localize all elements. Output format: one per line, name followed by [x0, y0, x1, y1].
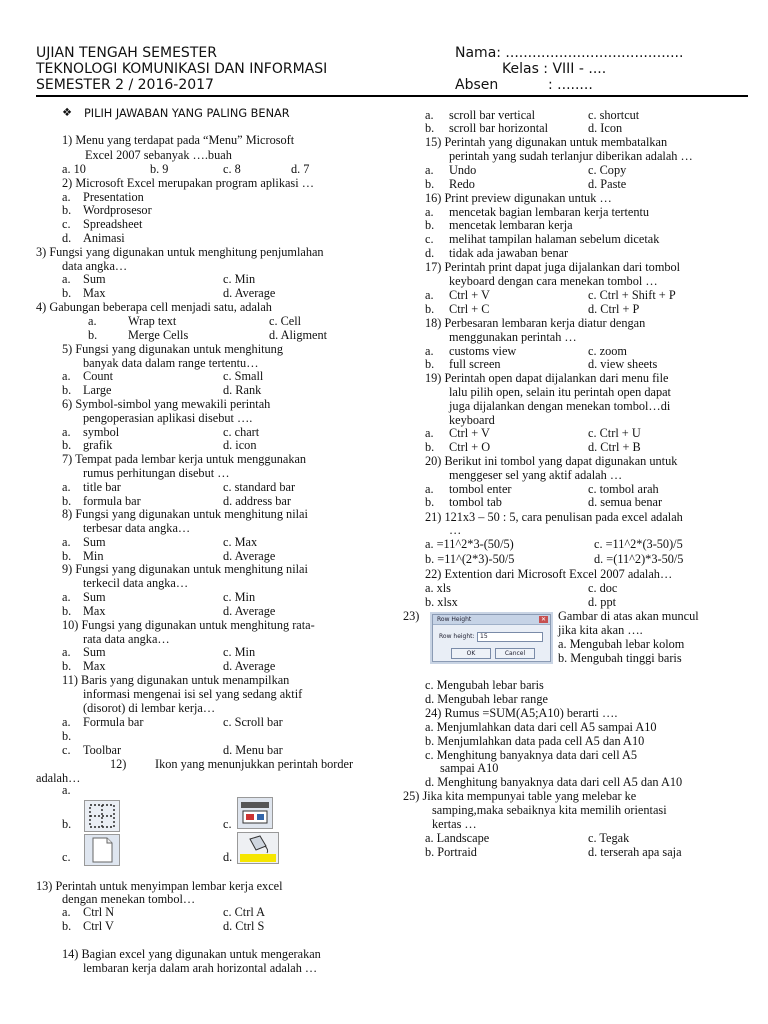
diamond-icon: ❖ — [62, 106, 73, 119]
option: Ctrl N — [83, 905, 115, 919]
option-letter: a. — [62, 783, 71, 797]
option: d. Icon — [588, 121, 623, 135]
option: Toolbar — [83, 743, 122, 757]
option-letter: b. — [62, 729, 72, 743]
option: c. Ctrl + U — [588, 426, 641, 440]
option: a. xls — [425, 581, 451, 595]
option: b. xlsx — [425, 595, 458, 609]
class-field: Kelas : VIII - .... — [502, 61, 607, 77]
option: c. Min — [223, 645, 256, 659]
option: a. =11^2*3-(50/5) — [425, 537, 514, 551]
option: Max — [83, 286, 106, 300]
option-letter: a. — [62, 590, 71, 604]
option: d. 7 — [291, 162, 310, 176]
option: c. Max — [223, 535, 258, 549]
question-14: 14) Bagian excel yang digunakan untuk mengerakan — [62, 947, 321, 961]
option: d. Average — [223, 549, 276, 563]
blank-page-icon — [84, 834, 120, 866]
toolbar-icon — [237, 797, 273, 829]
option: c. =11^2*(3-50)/5 — [594, 537, 683, 551]
question-23-number: 23) — [403, 609, 420, 623]
option: Ctrl + O — [449, 440, 491, 454]
question-18-cont: menggunakan perintah … — [449, 330, 577, 344]
question-12: Ikon yang menunjukkan perintah border — [155, 757, 354, 771]
option-letter: a. — [62, 715, 71, 729]
border-dotted-icon — [84, 800, 120, 832]
option-letter: b. — [62, 549, 72, 563]
option: full screen — [449, 357, 501, 371]
fill-color-icon — [237, 832, 279, 864]
question-13-cont: dengan menekan tombol… — [62, 892, 196, 906]
cancel-button: Cancel — [495, 648, 535, 659]
option: Max — [83, 659, 106, 673]
option: title bar — [83, 480, 121, 494]
option: c. standard bar — [223, 480, 296, 494]
option: tombol enter — [449, 482, 512, 496]
question-19-cont2: juga dijalankan dengan menekan tombol…di — [449, 399, 671, 413]
row-height-dialog — [432, 614, 551, 662]
option: Min — [83, 549, 104, 563]
option: c. Min — [223, 272, 256, 286]
question-11: 11) Baris yang digunakan untuk menampilkan — [62, 673, 290, 687]
option: c. Menghitung banyaknya data dari cell A5 — [425, 748, 638, 762]
absen-value: : ........ — [548, 77, 593, 93]
row-height-input: 15 — [477, 632, 543, 642]
option-letter: d. — [223, 850, 233, 864]
option-letter: b. — [62, 817, 72, 831]
option-letter: a. — [62, 190, 71, 204]
option: Sum — [83, 645, 106, 659]
question-2: 2) Microsoft Excel merupakan program aplikasi … — [62, 176, 315, 190]
option-letter: b. — [425, 357, 435, 371]
question-3: 3) Fungsi yang digunakan untuk menghitung penjumlahan — [36, 245, 324, 259]
ok-button: OK — [451, 648, 491, 659]
option: d. semua benar — [588, 495, 663, 509]
option-letter: a. — [62, 272, 71, 286]
option: d. Menghitung banyaknya data dari cell A5 dan A10 — [425, 775, 683, 789]
option: c. Small — [223, 369, 264, 383]
option-letter: a. — [62, 480, 71, 494]
option-letter: b. — [62, 203, 72, 217]
option: d. Paste — [588, 177, 627, 191]
option: scroll bar horizontal — [449, 121, 549, 135]
option: Ctrl + V — [449, 288, 490, 302]
option: c. chart — [223, 425, 260, 439]
option-letter: b. — [62, 383, 72, 397]
question-6: 6) Symbol-simbol yang mewakili perintah — [62, 397, 271, 411]
option: Spreadsheet — [83, 217, 143, 231]
option: c. Tegak — [588, 831, 630, 845]
option: d. terserah apa saja — [588, 845, 682, 859]
option-letter: a. — [62, 535, 71, 549]
option-letter: a. — [425, 344, 434, 358]
question-16: 16) Print preview digunakan untuk … — [425, 191, 612, 205]
option: d. Mengubah lebar range — [425, 692, 548, 706]
option: b. Menjumlahkan data pada cell A5 dan A10 — [425, 734, 645, 748]
close-icon: ✕ — [540, 616, 547, 623]
option: Redo — [449, 177, 475, 191]
option: Ctrl + C — [449, 302, 490, 316]
question-25: 25) Jika kita mempunyai table yang melebar ke — [403, 789, 637, 803]
dialog-title-bar — [433, 615, 550, 625]
option: Merge Cells — [128, 328, 189, 342]
question-1-cont: Excel 2007 sebanyak ….buah — [85, 148, 232, 162]
question-19-cont: lalu pilih open, selain itu perintah open dapat — [449, 385, 671, 399]
option: Max — [83, 604, 106, 618]
option: symbol — [83, 425, 120, 439]
question-20: 20) Berikut ini tombol yang dapat digunakan untuk — [425, 454, 678, 468]
question-18: 18) Perbesaran lembaran kerja diatur dengan — [425, 316, 646, 330]
option-letter: a. — [425, 288, 434, 302]
option: a. Menjumlahkan data dari cell A5 sampai A10 — [425, 720, 657, 734]
question-13: 13) Perintah untuk menyimpan lembar kerja excel — [36, 879, 283, 893]
option: d. ppt — [588, 595, 617, 609]
question-22: 22) Extention dari Microsoft Excel 2007 adalah… — [425, 567, 673, 581]
question-23: Gambar di atas akan muncul — [558, 609, 699, 623]
question-20-cont: menggeser sel yang aktif adalah … — [449, 468, 623, 482]
question-6-cont: pengoperasian aplikasi disebut …. — [83, 411, 253, 425]
option-letter: d. — [425, 246, 435, 260]
option: tombol tab — [449, 495, 502, 509]
option: c. Ctrl + Shift + P — [588, 288, 676, 302]
option-letter: b. — [425, 495, 435, 509]
option: c. Copy — [588, 163, 627, 177]
question-14-cont: lembaran kerja dalam arah horizontal adalah … — [83, 961, 318, 975]
option: a. Mengubah lebar kolom — [558, 637, 685, 651]
question-9-cont: terkecil data angka… — [83, 576, 189, 590]
semester-title: SEMESTER 2 / 2016-2017 — [36, 77, 214, 93]
option: b. Mengubah tinggi baris — [558, 651, 682, 665]
question-8-cont: terbesar data angka… — [83, 521, 191, 535]
option-letter: c. — [62, 743, 71, 757]
option: Large — [83, 383, 112, 397]
option: c. zoom — [588, 344, 627, 358]
question-19-cont3: keyboard — [449, 413, 495, 427]
option: mencetak lembaran kerja — [449, 218, 573, 232]
option-letter: b. — [425, 218, 435, 232]
option: d. Rank — [223, 383, 262, 397]
question-7: 7) Tempat pada lembar kerja untuk menggunakan — [62, 452, 307, 466]
option: scroll bar vertical — [449, 108, 536, 122]
option-letter: a. — [62, 645, 71, 659]
option-letter: b. — [62, 919, 72, 933]
option-cont: sampai A10 — [440, 761, 499, 775]
option: d. address bar — [223, 494, 291, 508]
question-12-cont: adalah… — [36, 771, 81, 785]
option: d. Ctrl S — [223, 919, 265, 933]
option-letter: c. — [62, 850, 71, 864]
question-21-cont: … — [449, 523, 462, 537]
option-letter: b. — [62, 438, 72, 452]
option: Ctrl + V — [449, 426, 490, 440]
option: a. 10 — [62, 162, 86, 176]
option-letter: b. — [62, 286, 72, 300]
option: c. doc — [588, 581, 618, 595]
option: customs view — [449, 344, 517, 358]
option-letter: a. — [62, 905, 71, 919]
option-letter: d. — [62, 231, 72, 245]
option-letter: a. — [425, 482, 434, 496]
question-21: 21) 121x3 – 50 : 5, cara penulisan pada excel adalah — [425, 510, 683, 524]
option-letter: a. — [425, 108, 434, 122]
question-25-cont: samping,maka sebaiknya kita memilih orientasi — [432, 803, 667, 817]
option-letter: a. — [425, 205, 434, 219]
option: Formula bar — [83, 715, 144, 729]
option-letter: b. — [425, 302, 435, 316]
option: a. Landscape — [425, 831, 490, 845]
option: melihat tampilan halaman sebelum dicetak — [449, 232, 660, 246]
exam-title: UJIAN TENGAH SEMESTER — [36, 45, 217, 61]
option: d. Aligment — [269, 328, 328, 342]
dialog-label: Row height: — [439, 633, 475, 640]
question-11-cont: informasi mengenai isi sel yang sedang aktif — [83, 687, 303, 701]
option: c. tombol arah — [588, 482, 659, 496]
option: d. view sheets — [588, 357, 658, 371]
option-letter: a. — [62, 369, 71, 383]
option: formula bar — [83, 494, 141, 508]
option: Undo — [449, 163, 477, 177]
option: Sum — [83, 590, 106, 604]
option: tidak ada jawaban benar — [449, 246, 569, 260]
option: c. Scroll bar — [223, 715, 283, 729]
option-letter: a. — [425, 163, 434, 177]
option-letter: b. — [425, 121, 435, 135]
option: c. Mengubah lebar baris — [425, 678, 544, 692]
option-letter: b. — [62, 494, 72, 508]
option: Animasi — [83, 231, 125, 245]
option: c. Min — [223, 590, 256, 604]
option: c. 8 — [223, 162, 241, 176]
question-15: 15) Perintah yang digunakan untuk membatalkan — [425, 135, 668, 149]
question-12-number: 12) — [110, 757, 127, 771]
option: Sum — [83, 272, 106, 286]
option-letter: a. — [425, 426, 434, 440]
option-letter: b. — [62, 604, 72, 618]
question-17: 17) Perintah print dapat juga dijalankan dari tombol — [425, 260, 681, 274]
option: c. Ctrl A — [223, 905, 266, 919]
option: Wordprosesor — [83, 203, 152, 217]
question-10-cont: rata data angka… — [83, 632, 170, 646]
option: d. Average — [223, 659, 276, 673]
question-10: 10) Fungsi yang digunakan untuk menghitung rata- — [62, 618, 315, 632]
question-15-cont: perintah yang sudah terlanjur diberikan adalah … — [449, 149, 693, 163]
option: d. Ctrl + P — [588, 302, 640, 316]
option: d. Menu bar — [223, 743, 283, 757]
question-23-cont: jika kita akan …. — [558, 623, 643, 637]
option-letter: c. — [62, 217, 71, 231]
option: d. =(11^2)*3-50/5 — [594, 552, 684, 566]
option: b. =11^(2*3)-50/5 — [425, 552, 515, 566]
question-24: 24) Rumus =SUM(A5;A10) berarti …. — [425, 706, 618, 720]
instruction: PILIH JAWABAN YANG PALING BENAR — [84, 107, 290, 120]
option: c. shortcut — [588, 108, 640, 122]
question-5-cont: banyak data dalam range tertentu… — [83, 356, 259, 370]
option: d. icon — [223, 438, 257, 452]
question-5: 5) Fungsi yang digunakan untuk menghitung — [62, 342, 283, 356]
question-3-cont: data angka… — [62, 259, 128, 273]
option: grafik — [83, 438, 113, 452]
name-field: Nama: ........................................ — [455, 45, 684, 61]
option: Wrap text — [128, 314, 177, 328]
subject-title: TEKNOLOGI KOMUNIKASI DAN INFORMASI — [36, 61, 328, 77]
question-4: 4) Gabungan beberapa cell menjadi satu, adalah — [36, 300, 272, 314]
option-letter: c. — [223, 817, 232, 831]
question-11-cont2: (disorot) di lembar kerja… — [83, 701, 216, 715]
option: Count — [83, 369, 114, 383]
option: Ctrl V — [83, 919, 114, 933]
question-7-cont: rumus perhitungan disebut … — [83, 466, 230, 480]
option-letter: c. — [425, 232, 434, 246]
absen-label: Absen — [455, 77, 499, 93]
option: d. Average — [223, 604, 276, 618]
header-divider — [36, 95, 748, 97]
option-letter: a. — [88, 314, 97, 328]
question-8: 8) Fungsi yang digunakan untuk menghitung nilai — [62, 507, 308, 521]
option-letter: b. — [62, 659, 72, 673]
option-letter: b. — [88, 328, 98, 342]
option-letter: b. — [425, 440, 435, 454]
question-25-cont2: kertas … — [432, 817, 477, 831]
question-17-cont: keyboard dengan cara menekan tombol … — [449, 274, 658, 288]
option: Presentation — [83, 190, 144, 204]
option: b. 9 — [150, 162, 169, 176]
option: b. Portraid — [425, 845, 477, 859]
option: d. Average — [223, 286, 276, 300]
option-letter: a. — [62, 425, 71, 439]
question-19: 19) Perintah open dapat dijalankan dari menu file — [425, 371, 669, 385]
option: d. Ctrl + B — [588, 440, 641, 454]
option: Sum — [83, 535, 106, 549]
question-1: 1) Menu yang terdapat pada “Menu” Microsoft — [62, 133, 295, 147]
option: c. Cell — [269, 314, 302, 328]
option: mencetak bagian lembaran kerja tertentu — [449, 205, 650, 219]
option-letter: b. — [425, 177, 435, 191]
question-9: 9) Fungsi yang digunakan untuk menghitung nilai — [62, 562, 308, 576]
dialog-title: Row Height — [437, 616, 472, 623]
